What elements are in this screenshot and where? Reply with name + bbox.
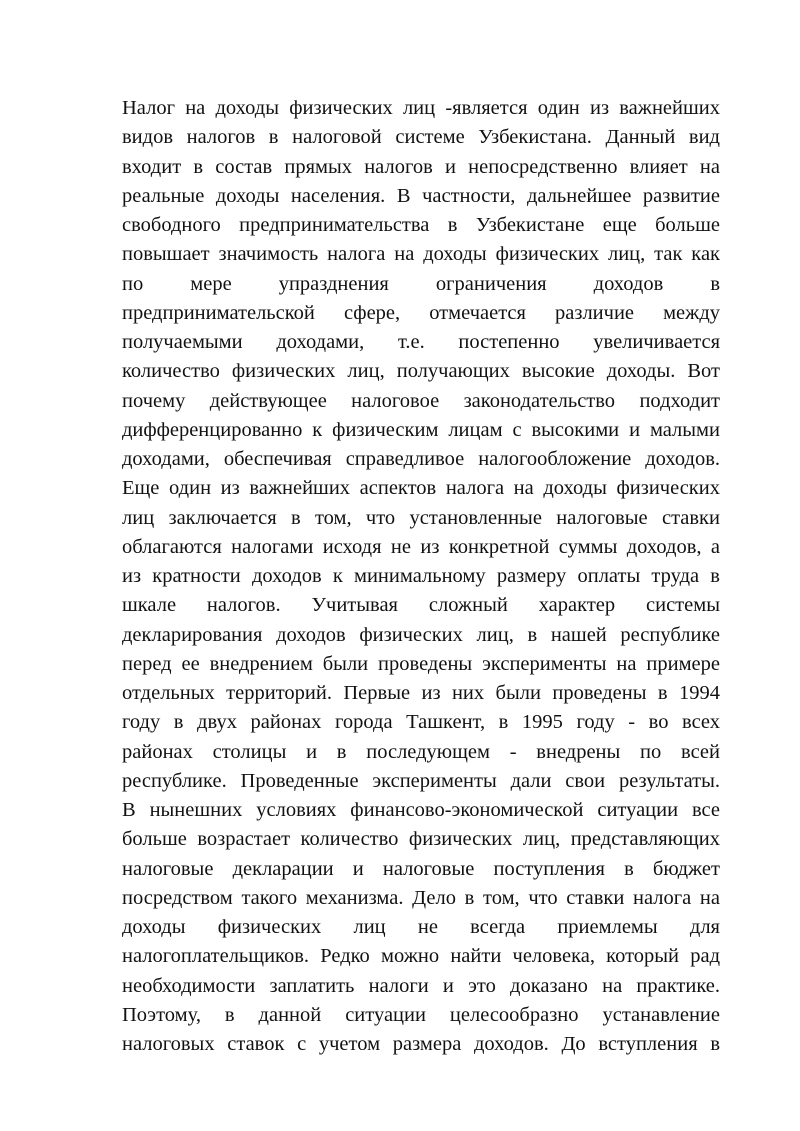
text-line: районах столицы и в последующем - внедрены по всей <box>122 740 720 763</box>
text-line: Поэтому, в данной ситуации целесообразно устанавление <box>122 1003 720 1026</box>
text-line: посредством такого механизма. Дело в том, что ставки налога на <box>122 886 720 909</box>
text-line: больше возрастает количество физических лиц, представляющих <box>122 828 720 851</box>
text-line: республике. Проведенные эксперименты дали свои результаты. <box>122 769 720 792</box>
text-line: перед ее внедрением были проведены эксперименты на примере <box>122 652 720 675</box>
text-line: входит в состав прямых налогов и непосредственно влияет на <box>122 155 720 178</box>
text-line: количество физических лиц, получающих высокие доходы. Вот <box>122 360 720 383</box>
text-line: налоговые декларации и налоговые поступления в бюджет <box>122 857 720 880</box>
text-line: Еще один из важнейших аспектов налога на доходы физических <box>122 477 720 500</box>
text-line: Налог на доходы физических лиц -является один из важнейших <box>122 97 720 119</box>
text-line: облагаются налогами исходя не из конкретной суммы доходов, а <box>122 535 720 558</box>
text-line: видов налогов в налоговой системе Узбекистана. Данный вид <box>122 126 720 149</box>
text-line: дифференцированно к физическим лицам с высокими и малыми <box>122 418 720 441</box>
text-line: шкале налогов. Учитывая сложный характер системы <box>122 594 720 617</box>
text-line: доходами, обеспечивая справедливое налогообложение доходов. <box>122 448 720 470</box>
text-line: свободного предпринимательства в Узбекистане еще больше <box>122 214 720 236</box>
text-line: из кратности доходов к минимальному размеру оплаты труда в <box>122 565 720 587</box>
text-line: необходимости заплатить налоги и это доказано на практике. <box>122 974 720 997</box>
text-line: предпринимательской сфере, отмечается различие между <box>122 301 720 324</box>
text-line: повышает значимость налога на доходы физических лиц, так как <box>122 243 720 266</box>
text-line: доходы физических лиц не всегда приемлемы для <box>122 916 720 938</box>
text-line: отдельных территорий. Первые из них были проведены в 1994 <box>122 682 720 704</box>
text-line: налогоплательщиков. Редко можно найти человека, который рад <box>122 945 720 968</box>
body-paragraph <box>122 94 720 1059</box>
text-line: лиц заключается в том, что установленные налоговые ставки <box>122 506 720 529</box>
text-line: по мере упразднения ограничения доходов в <box>122 272 720 295</box>
text-line: почему действующее налоговое законодательство подходит <box>122 389 720 412</box>
text-line: реальные доходы населения. В частности, дальнейшее развитие <box>122 184 720 207</box>
text-line: декларирования доходов физических лиц, в нашей республике <box>122 623 720 646</box>
text-line: получаемыми доходами, т.е. постепенно увеличивается <box>122 331 720 353</box>
text-line: году в двух районах города Ташкент, в 1995 году - во всех <box>122 711 720 734</box>
text-line: налоговых ставок с учетом размера доходов. До вступления в <box>122 1033 720 1055</box>
text-line: В нынешних условиях финансово-экономической ситуации все <box>122 799 720 821</box>
